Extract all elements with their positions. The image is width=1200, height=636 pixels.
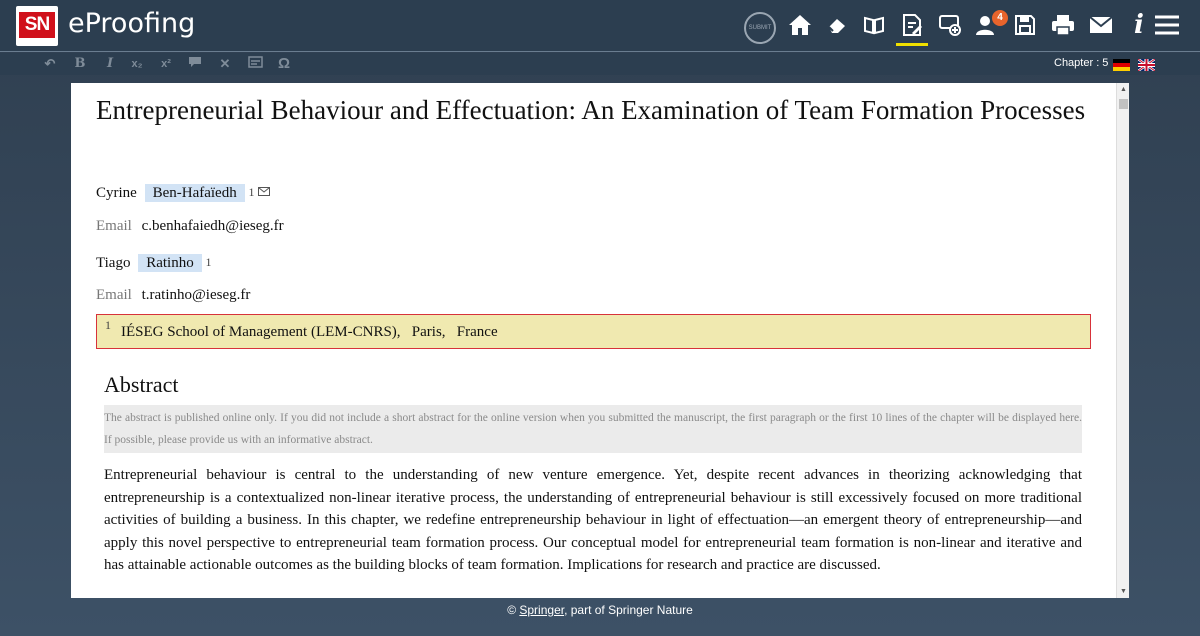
author-2-email[interactable] (96, 287, 250, 304)
affiliation-text[interactable] (121, 324, 498, 341)
omega-icon[interactable]: Ω (277, 55, 291, 72)
email-value[interactable]: c.benhafaiedh@ieseg.fr (141, 218, 284, 234)
uk-flag-icon[interactable] (1138, 58, 1155, 70)
comment-add-icon[interactable] (935, 10, 965, 40)
app-title: eProofing (68, 8, 196, 39)
comment-icon[interactable] (186, 55, 204, 73)
home-icon[interactable] (785, 10, 815, 40)
logo-text: SN (19, 12, 55, 38)
format-toolbar (0, 53, 1200, 75)
eraser-icon[interactable] (822, 10, 852, 40)
chapter-title[interactable]: Entrepreneurial Behaviour and Effectuation: An Examination of Team Formation Processes (96, 95, 1086, 125)
scroll-thumb[interactable] (1119, 99, 1128, 109)
edit-document-icon[interactable] (897, 10, 927, 40)
affiliation-country[interactable]: France (456, 324, 498, 340)
affiliation-ref: 1 (248, 185, 255, 199)
scroll-up-icon[interactable]: ▲ (1120, 86, 1127, 93)
notification-badge: 4 (992, 10, 1008, 26)
affiliation-number: 1 (105, 318, 111, 332)
undo-icon[interactable]: ↶ (44, 56, 56, 71)
author-given-name[interactable]: Tiago (96, 255, 131, 271)
author-family-name[interactable]: Ben-Hafaïedh (145, 184, 245, 202)
affiliation-city[interactable]: Paris, (411, 324, 446, 340)
email-value[interactable]: t.ratinho@ieseg.fr (141, 287, 251, 303)
document-pane[interactable] (71, 83, 1129, 598)
delete-icon[interactable]: ✕ (219, 56, 231, 71)
affiliation-org[interactable]: IÉSEG School of Management (LEM-CNRS), (121, 324, 401, 340)
author-1[interactable] (96, 185, 270, 202)
chapter-label: Chapter : 5 (1054, 57, 1109, 69)
abstract-note: The abstract is published online only. If you did not include a short abstract for the online version when you submitted the manuscript, the first paragraph or the first 10 lines of the chapter will be displayed here. If possible, please provide us with an informative abstract. (104, 405, 1082, 453)
author-2[interactable] (96, 255, 211, 272)
email-label: Email (96, 287, 132, 303)
author-1-email[interactable] (96, 218, 284, 235)
save-icon[interactable] (1010, 10, 1040, 40)
copyright-symbol: © (507, 603, 517, 617)
mail-icon[interactable] (1086, 10, 1116, 40)
envelope-icon (258, 185, 270, 201)
print-icon[interactable] (1048, 10, 1078, 40)
special-box-icon[interactable] (246, 55, 264, 73)
affiliation-ref: 1 (205, 255, 212, 269)
author-given-name[interactable]: Cyrine (96, 185, 137, 201)
submit-icon[interactable]: SUBMIT (744, 12, 776, 44)
abstract-text[interactable]: Entrepreneurial behaviour is central to the understanding of new venture emergence. Yet, despite recent advances in theorizing acknowledging that entrepreneurship is a contextualized non-linear iterative process, the understanding of entrepreneurial behaviour is still excessively focused on more traditional activities of building a business. In this chapter, we redefine entrepreneurship behaviour in light of effectuation—an emergent theory of entrepreneurship—and apply this novel perspective to entrepreneurial team formation process. Our conceptual model for entrepreneurial team formation is non-linear and iterative and has attainable actionable outcomes as the building blocks of team formation. Implications for research and practice are discussed. (104, 467, 1082, 573)
superscript-icon[interactable]: x² (161, 58, 171, 70)
abstract-heading: Abstract (104, 372, 179, 397)
book-icon[interactable] (859, 10, 889, 40)
bold-icon[interactable]: B (74, 56, 86, 71)
top-bar (0, 0, 1200, 52)
subscript-icon[interactable]: x₂ (131, 58, 143, 70)
author-family-name[interactable]: Ratinho (138, 254, 202, 272)
footer-text: , part of Springer Nature (564, 603, 693, 617)
active-tab-indicator (896, 43, 928, 46)
scroll-down-icon[interactable]: ▼ (1120, 588, 1127, 595)
springer-nature-logo[interactable] (16, 6, 58, 46)
footer (0, 603, 1200, 617)
italic-icon[interactable]: I (106, 56, 114, 71)
info-icon[interactable]: i (1134, 10, 1144, 40)
menu-icon[interactable] (1152, 10, 1182, 40)
springer-link[interactable]: Springer (519, 603, 565, 617)
affiliation-box[interactable] (96, 314, 1091, 349)
german-flag-icon[interactable] (1113, 58, 1130, 70)
document-scrollbar[interactable] (1116, 83, 1129, 598)
email-label: Email (96, 218, 132, 234)
